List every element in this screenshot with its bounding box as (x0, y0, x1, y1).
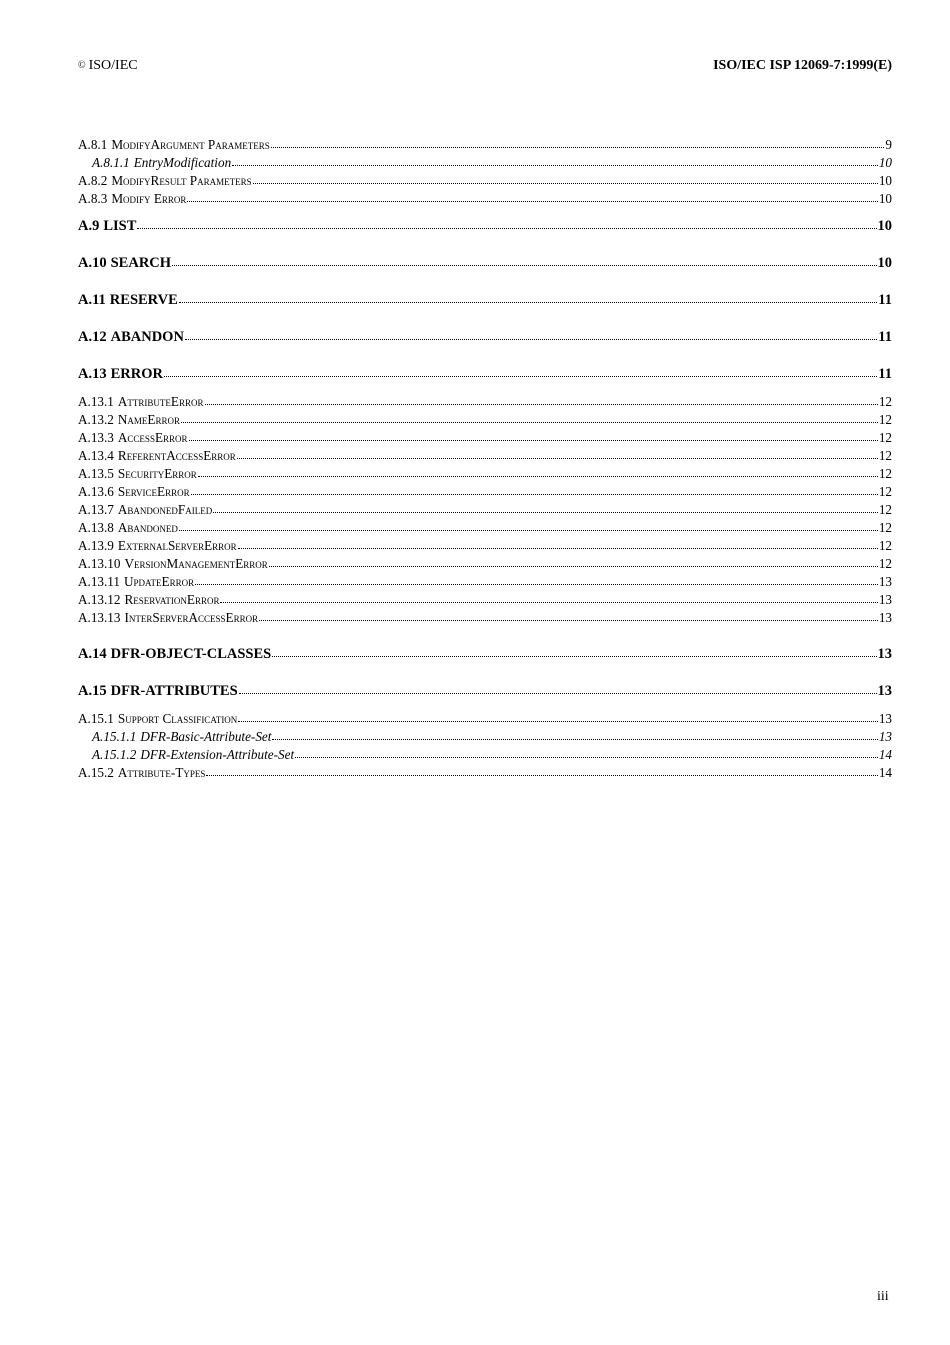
toc-entry-page: 14 (878, 765, 892, 780)
toc-dot-leader (238, 548, 878, 549)
toc-entry-title: EntryModification (133, 155, 232, 170)
toc-entry-page: 10 (878, 173, 892, 188)
toc-entry-title: Support Classification (117, 711, 238, 726)
toc-entry-title: Abandoned (117, 520, 178, 535)
toc-entry[interactable] (78, 328, 892, 347)
toc-dot-leader (238, 721, 878, 722)
toc-dot-leader (232, 165, 878, 166)
toc-entry-title: ModifyArgument Parameters (111, 137, 270, 152)
toc-entry-number: A.13.4 (78, 448, 114, 463)
toc-entry-page: 13 (877, 683, 892, 699)
toc-dot-leader (172, 265, 876, 266)
toc-entry[interactable] (78, 537, 892, 555)
toc-entry[interactable] (78, 254, 892, 273)
toc-dot-leader (206, 775, 877, 776)
toc-entry-page: 11 (878, 329, 892, 345)
toc-entry[interactable] (78, 465, 892, 483)
toc-dot-leader (271, 147, 885, 148)
toc-entry-page: 13 (878, 610, 892, 625)
toc-dot-leader (179, 530, 878, 531)
toc-entry-number: A.13.6 (78, 484, 114, 499)
toc-dot-leader (253, 183, 878, 184)
toc-entry-number: A.12 (78, 329, 107, 345)
toc-entry-page: 11 (878, 292, 892, 308)
toc-entry-number: A.9 (78, 218, 100, 234)
toc-entry[interactable] (78, 190, 892, 208)
toc-dot-leader (179, 302, 878, 303)
toc-entry[interactable] (78, 591, 892, 609)
toc-entry-title: AbandonedFailed (117, 502, 213, 517)
toc-entry[interactable] (78, 501, 892, 519)
toc-entry[interactable] (78, 172, 892, 190)
toc-entry-page: 10 (877, 255, 892, 271)
toc-entry-page: 13 (878, 574, 892, 589)
toc-entry-page: 12 (878, 556, 892, 571)
toc-dot-leader (295, 757, 878, 758)
toc-dot-leader (259, 620, 878, 621)
toc-entry-page: 12 (878, 448, 892, 463)
page-number: iii (877, 1289, 889, 1304)
toc-entry-number: A.13.8 (78, 520, 114, 535)
toc-entry-page: 10 (878, 155, 892, 170)
toc-entry[interactable] (78, 429, 892, 447)
toc-entry-page: 10 (877, 218, 892, 234)
toc-entry-title: Attribute-Types (117, 765, 206, 780)
toc-entry[interactable] (78, 645, 892, 664)
toc-dot-leader (239, 693, 877, 694)
toc-entry-number: A.15.1.2 (92, 747, 137, 762)
toc-entry-title: ReservationError (124, 592, 220, 607)
page-header-left (78, 58, 138, 74)
toc-entry-page: 13 (878, 711, 892, 726)
toc-entry-page: 13 (878, 592, 892, 607)
toc-entry-number: A.13.13 (78, 610, 121, 625)
toc-entry[interactable] (78, 447, 892, 465)
toc-entry-title: InterServerAccessError (124, 610, 259, 625)
toc-entry[interactable] (78, 710, 892, 728)
toc-entry-page: 13 (878, 729, 892, 744)
toc-dot-leader (272, 739, 877, 740)
toc-entry[interactable] (78, 682, 892, 701)
toc-entry-title: VersionManagementError (124, 556, 268, 571)
toc-entry-number: A.13.12 (78, 592, 121, 607)
toc-entry[interactable] (78, 609, 892, 627)
toc-entry-title: Modify Error (111, 191, 187, 206)
toc-entry-number: A.13.2 (78, 412, 114, 427)
toc-entry-number: A.15 (78, 683, 107, 699)
toc-entry-page: 10 (878, 191, 892, 206)
table-of-contents (78, 136, 892, 782)
toc-entry[interactable] (78, 154, 892, 172)
toc-entry[interactable] (78, 136, 892, 154)
toc-entry[interactable] (78, 519, 892, 537)
toc-entry-title: SEARCH (110, 255, 172, 271)
toc-dot-leader (272, 656, 876, 657)
toc-entry-number: A.8.3 (78, 191, 108, 206)
toc-dot-leader (269, 566, 878, 567)
toc-entry-page: 12 (878, 466, 892, 481)
header-organization: ISO/IEC (88, 58, 138, 73)
toc-dot-leader (205, 404, 878, 405)
toc-entry-number: A.13.1 (78, 394, 114, 409)
toc-entry-number: A.15.1 (78, 711, 114, 726)
toc-entry[interactable] (78, 746, 892, 764)
toc-dot-leader (213, 512, 878, 513)
toc-dot-leader (187, 201, 877, 202)
toc-entry-title: ABANDON (110, 329, 184, 345)
toc-entry-number: A.15.2 (78, 765, 114, 780)
toc-entry-title: UpdateError (124, 574, 195, 589)
toc-entry-page: 12 (878, 412, 892, 427)
toc-entry-number: A.13.5 (78, 466, 114, 481)
toc-entry[interactable] (78, 291, 892, 310)
toc-dot-leader (185, 339, 877, 340)
toc-entry-page: 14 (878, 747, 892, 762)
toc-entry[interactable] (78, 365, 892, 384)
toc-entry-number: A.15.1.1 (92, 729, 137, 744)
toc-entry-title: ModifyResult Parameters (111, 173, 252, 188)
toc-entry-title: DFR-ATTRIBUTES (110, 683, 238, 699)
toc-entry[interactable] (78, 573, 892, 591)
toc-dot-leader (191, 494, 878, 495)
toc-entry-title: ServiceError (117, 484, 190, 499)
toc-entry[interactable] (78, 217, 892, 236)
toc-dot-leader (220, 602, 877, 603)
toc-entry[interactable] (78, 483, 892, 501)
page-header-right: ISO/IEC ISP 12069-7:1999(E) (713, 58, 892, 73)
toc-entry-title: ERROR (110, 366, 163, 382)
toc-entry[interactable] (78, 728, 892, 746)
toc-entry[interactable] (78, 393, 892, 411)
toc-dot-leader (195, 584, 878, 585)
toc-entry-title: AttributeError (117, 394, 204, 409)
toc-dot-leader (164, 376, 877, 377)
toc-entry-title: AccessError (117, 430, 188, 445)
toc-entry[interactable] (78, 555, 892, 573)
toc-entry-page: 9 (885, 137, 892, 152)
toc-entry-title: DFR-Extension-Attribute-Set (140, 747, 295, 762)
toc-entry-page: 12 (878, 394, 892, 409)
toc-entry-page: 12 (878, 430, 892, 445)
toc-entry-number: A.10 (78, 255, 107, 271)
toc-dot-leader (137, 228, 876, 229)
toc-entry-number: A.13.9 (78, 538, 114, 553)
toc-entry-number: A.11 (78, 292, 106, 308)
toc-entry-page: 12 (878, 502, 892, 517)
toc-entry-title: SecurityError (117, 466, 197, 481)
toc-entry-title: NameError (117, 412, 180, 427)
toc-entry-number: A.14 (78, 646, 107, 662)
toc-entry-number: A.13.7 (78, 502, 114, 517)
toc-entry-page: 12 (878, 520, 892, 535)
toc-entry-title: ReferentAccessError (117, 448, 236, 463)
toc-dot-leader (181, 422, 878, 423)
toc-dot-leader (198, 476, 878, 477)
toc-entry[interactable] (78, 411, 892, 429)
toc-entry-page: 12 (878, 538, 892, 553)
toc-entry[interactable] (78, 764, 892, 782)
toc-entry-number: A.8.1 (78, 137, 108, 152)
toc-entry-title: RESERVE (109, 292, 178, 308)
toc-entry-number: A.13.3 (78, 430, 114, 445)
toc-entry-title: LIST (103, 218, 137, 234)
toc-entry-number: A.8.1.1 (92, 155, 130, 170)
toc-entry-title: DFR-Basic-Attribute-Set (140, 729, 272, 744)
toc-entry-page: 12 (878, 484, 892, 499)
copyright-symbol: © (78, 60, 86, 71)
toc-entry-page: 13 (877, 646, 892, 662)
toc-entry-page: 11 (878, 366, 892, 382)
toc-entry-number: A.13 (78, 366, 107, 382)
toc-entry-number: A.13.10 (78, 556, 121, 571)
toc-entry-title: DFR-OBJECT-CLASSES (110, 646, 272, 662)
toc-entry-number: A.8.2 (78, 173, 108, 188)
toc-dot-leader (237, 458, 878, 459)
toc-entry-number: A.13.11 (78, 574, 121, 589)
toc-entry-title: ExternalServerError (117, 538, 237, 553)
toc-dot-leader (189, 440, 878, 441)
